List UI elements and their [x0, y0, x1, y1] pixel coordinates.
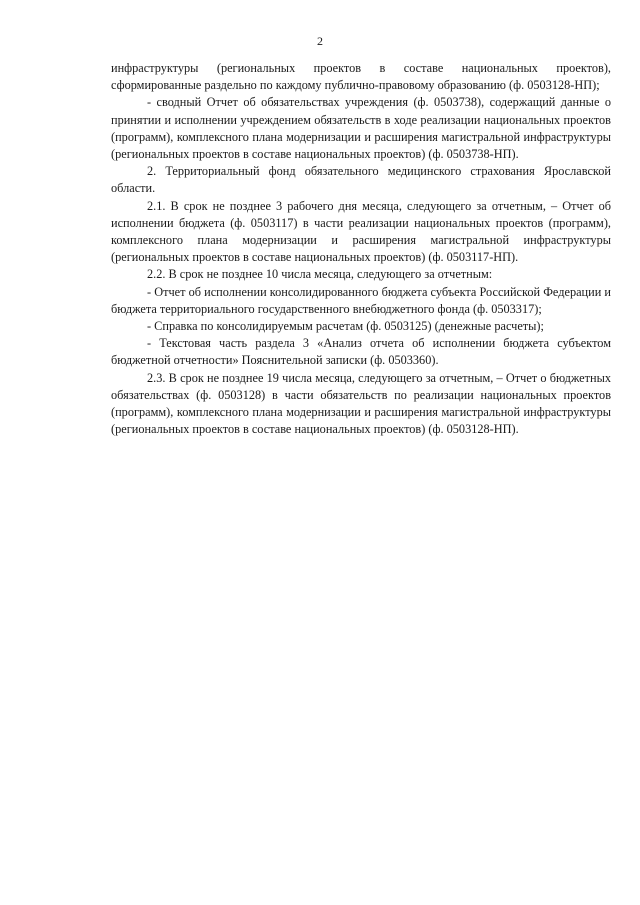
page-number: 2	[317, 34, 323, 48]
paragraph-6: - Отчет об исполнении консолидированного бюджета субъекта Российской Федерации и бюджета территориального государственного внебюджетного фонда (ф. 0503317);	[111, 284, 611, 316]
paragraph-5: 2.2. В срок не позднее 10 числа месяца, следующего за отчетным:	[147, 267, 493, 282]
paragraph-3: 2. Территориальный фонд обязательного медицинского страхования Ярославской области.	[111, 164, 611, 196]
document-body	[111, 60, 611, 438]
paragraph-2: - сводный Отчет об обязательствах учреждения (ф. 0503738), содержащий данные о принятии и исполнении учреждением обязательств в ходе реализации национальных проектов (программ), комплексного плана модернизации и расширения магистральной инфраструктуры (региональных проектов в составе национальных проектов) (ф. 0503738-НП).	[111, 95, 611, 162]
paragraph-8: - Текстовая часть раздела 3 «Анализ отчета об исполнении бюджета субъектом бюджетной отчетности» Пояснительной записки (ф. 0503360).	[111, 336, 611, 368]
paragraph-1: инфраструктуры (региональных проектов в составе национальных проектов), сформированные раздельно по каждому публично-правовому образованию (ф. 0503128-НП);	[111, 61, 611, 93]
paragraph-7: - Справка по консолидируемым расчетам (ф. 0503125) (денежные расчеты);	[147, 319, 544, 334]
paragraph-9: 2.3. В срок не позднее 19 числа месяца, следующего за отчетным, – Отчет о бюджетных обязательствах (ф. 0503128) в части обязательств по реализации национальных проектов (программ), комплексного плана модернизации и расширения магистральной инфраструктуры (региональных проектов в составе национальных проектов) (ф. 0503128-НП).	[111, 370, 611, 437]
paragraph-4: 2.1. В срок не позднее 3 рабочего дня месяца, следующего за отчетным, – Отчет об исполнении бюджета (ф. 0503117) в части реализации национальных проектов (программ), комплексного плана модернизации и расширения магистральной инфраструктуры (региональных проектов в составе национальных проектов) (ф. 0503117-НП).	[111, 198, 611, 265]
